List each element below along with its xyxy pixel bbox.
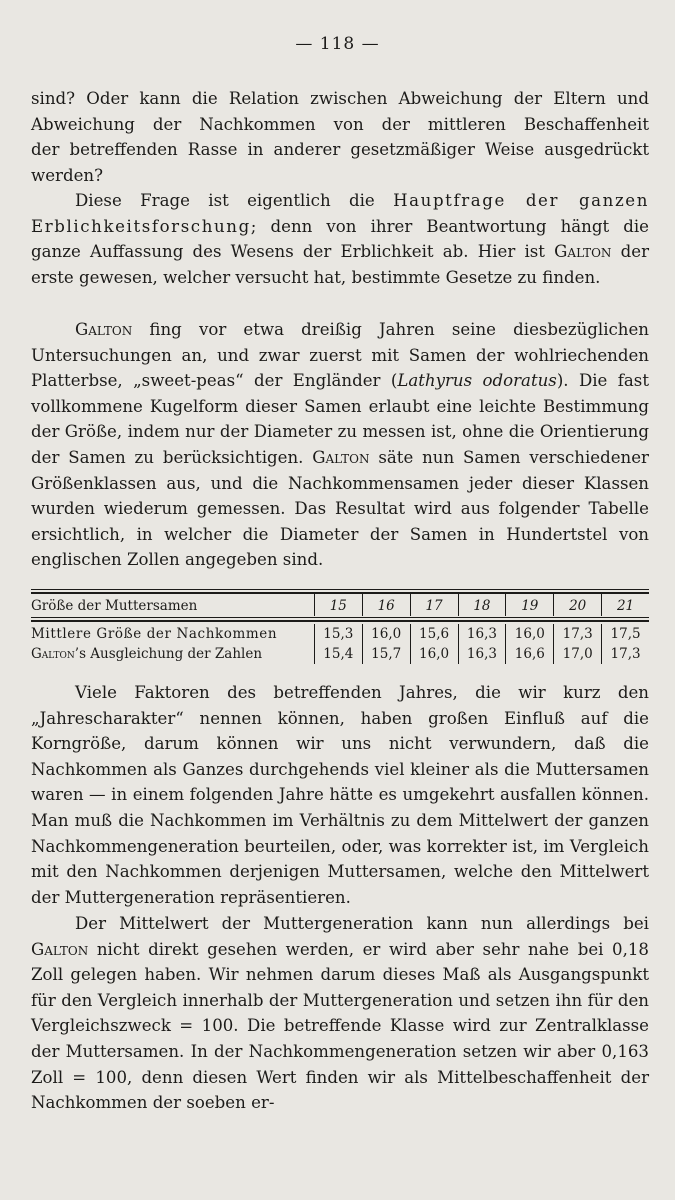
text-line: sind? Oder kann die Relation zwischen Abweichung der Eltern und	[31, 89, 649, 108]
table-row	[31, 644, 649, 664]
text-run: säte nun Samen verschiedener Größenklassen aus, und die Nachkommensamen jeder dieser Klassen wurden wiederum gemessen. Das Resultat wird aus folgender Tabelle ersichtlich, in welcher die Diameter der Samen in Hundertstel von englischen Zollen angegeben sind.	[31, 447, 649, 570]
table-cell: 16,6	[505, 644, 553, 664]
text-line: der betreffenden Rasse in anderer gesetzmäßiger Weise ausgedrückt	[31, 140, 649, 160]
text-run: ). Die fast vollkommene Kugelform dieser Samen erlaubt eine leichte Bestimmung der Größe, indem nur der Diameter zu messen ist, ohne die Orientierung der Samen zu berücksichtigen.	[31, 371, 649, 467]
paragraph-4	[31, 680, 649, 910]
author-name: Galton	[554, 242, 612, 262]
table-column-header: 21	[601, 594, 649, 616]
text-run: Der Mittelwert der Muttergeneration kann nun allerdings bei	[75, 914, 649, 933]
table-cell: 16,0	[505, 624, 553, 644]
table-column-header: 19	[505, 594, 553, 616]
table-row	[31, 624, 649, 644]
table-cell: 15,4	[314, 644, 362, 664]
author-name: Galton	[75, 320, 133, 339]
text-run: fing vor etwa dreißig Jahren seine diesbezüglichen Untersuchungen an, und zwar zuerst mit Samen der wohlriechenden Platterbse, „sweet-peas“ der Engländer (	[31, 320, 649, 391]
table-cell: 16,3	[458, 624, 506, 644]
paragraph-2	[31, 188, 649, 290]
table-cell: 17,3	[553, 624, 601, 644]
table-cell: 16,0	[362, 624, 410, 644]
table-column-header: 20	[553, 594, 601, 616]
table-cell: 15,7	[362, 644, 410, 664]
table-column-header: 17	[410, 594, 458, 616]
table-cell: 17,0	[553, 644, 601, 664]
text-line: werden?	[31, 165, 103, 185]
data-table	[31, 589, 649, 664]
table-cell: 16,0	[410, 644, 458, 664]
text-line: Abweichung der Nachkommen von der mittleren Beschaffenheit	[31, 114, 649, 134]
text-run: der erste gewesen, welcher versucht hat, bestimmte Gesetze zu finden.	[31, 242, 650, 287]
author-name: Galton	[31, 939, 89, 959]
table-column-header: 16	[362, 594, 410, 616]
table-cell: 17,3	[601, 644, 649, 664]
table-cell: 15,6	[410, 624, 458, 644]
author-name: Galton	[31, 646, 75, 662]
table-header-label: Größe der Muttersamen	[31, 598, 198, 614]
table-cell: 17,5	[601, 624, 649, 644]
paragraph-5	[31, 911, 649, 1116]
paragraph-3	[31, 317, 649, 573]
table-cell: 15,3	[314, 624, 362, 644]
table-row-label: Mittlere Größe der Nachkommen	[31, 626, 278, 642]
text-paragraph: Viele Faktoren des betreffenden Jahres, die wir kurz den „Jahrescharakter“ nennen können, haben großen Einfluß auf die Korngröße, darum können wir uns nicht verwundern, daß die Nachkommen als Ganzes durchgehends viel kleiner als die Muttersamen waren — in einem folgenden Jahre hätte es umgekehrt ausfallen können. Man muß die Nachkommen im Verhältnis zu dem Mittelwert der ganzen Nachkommengeneration beurteilen, oder, was korrekter ist, im Vergleich mit den Nachkommen derjenigen Muttersamen, welche den Mittelwert der Muttergeneration repräsentieren.	[31, 683, 649, 907]
spaced-emphasis: Hauptfrage der ganzen Erblichkeitsforschung	[31, 191, 650, 236]
table-row-label	[31, 644, 314, 664]
table-column-header: 15	[314, 594, 362, 616]
text-run: nicht direkt gesehen werden, er wird aber sehr nahe bei 0,18 Zoll gelegen haben. Wir nehmen darum dieses Maß als Ausgangspunkt für den Vergleich innerhalb der Muttergeneration und setzen ihn für den Vergleichszweck = 100. Die betreffende Klasse wird zur Zentralklasse der Muttersamen. In der Nachkommengeneration setzen wir aber 0,163 Zoll = 100, denn diesen Wert finden wir als Mittelbeschaffenheit der Nachkommen der soeben er-	[31, 939, 649, 1113]
page-number: — 118 —	[295, 34, 380, 54]
paragraph-1	[31, 86, 649, 188]
text-run: Diese Frage ist eigentlich die	[75, 191, 394, 210]
table-cell: 16,3	[458, 644, 506, 664]
text-run: ’s Ausgleichung der Zahlen	[74, 646, 263, 662]
author-name: Galton	[312, 447, 370, 467]
table-column-header: 18	[458, 594, 506, 616]
table-header-row	[31, 594, 649, 616]
latin-name: Lathyrus odoratus	[397, 371, 557, 391]
text-run: ; denn von ihrer Beantwortung hängt die ganze Auffassung des Wesens der Erblichkeit ab. Hier ist	[31, 216, 649, 262]
